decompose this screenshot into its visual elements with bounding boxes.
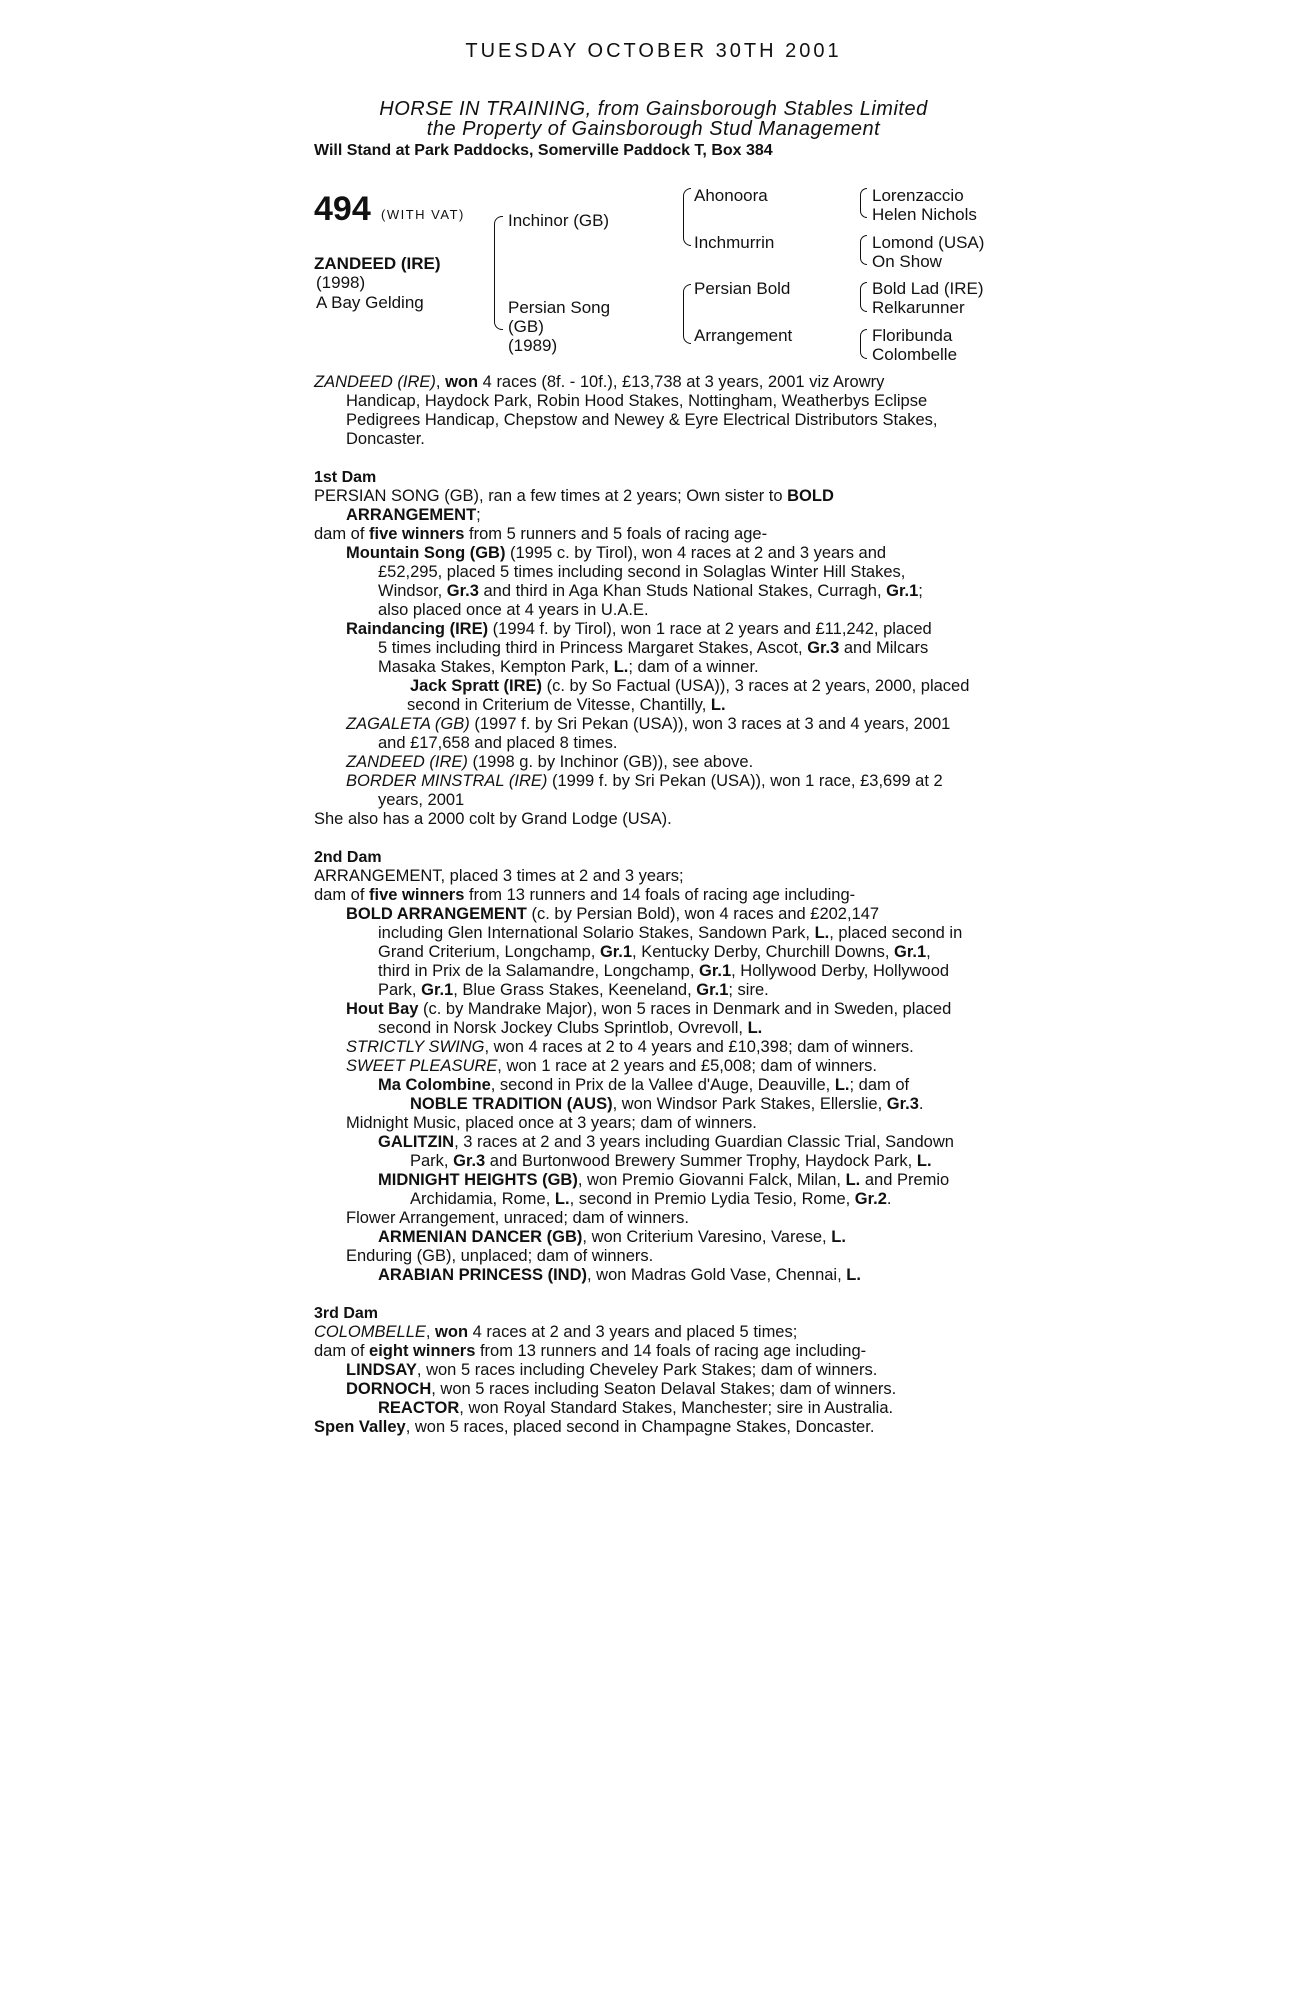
pedigree-brace [860, 329, 867, 359]
summary-won: won [445, 373, 479, 391]
lot-number: 494 [314, 190, 371, 228]
progeny-name: BOLD ARRANGEMENT [346, 905, 527, 923]
pedigree-brace [683, 188, 691, 246]
subtitle-line-2: the Property of Gainsborough Stud Management [426, 118, 881, 140]
pedigree-gs: Arrangement [694, 326, 793, 345]
pedigree-brace [860, 188, 867, 218]
summary-line: Handicap, Haydock Park, Robin Hood Stakes, Nottingham, Weatherbys Eclipse [346, 392, 928, 410]
pedigree-gs: Persian Bold [694, 279, 791, 298]
pedigree-brace [860, 282, 867, 312]
progeny-name: ARABIAN PRINCESS (IND) [378, 1266, 588, 1284]
progeny-name: Spen Valley [314, 1418, 406, 1436]
section-heading: 2nd Dam [314, 849, 382, 866]
progeny-name: DORNOCH [346, 1380, 432, 1398]
progeny-name: GALITZIN [378, 1133, 455, 1151]
progeny-name: REACTOR [378, 1399, 460, 1417]
will-stand-line: Will Stand at Park Paddocks, Somerville Paddock T, Box 384 [314, 142, 773, 159]
pedigree-ggs: Floribunda [872, 326, 953, 345]
pedigree-ggs: On Show [872, 252, 942, 271]
progeny-name: Raindancing (IRE) [346, 620, 489, 638]
pedigree-gs: Ahonoora [694, 186, 768, 205]
progeny-name: NOBLE TRADITION (AUS) [410, 1095, 613, 1113]
subtitle-line-1: HORSE IN TRAINING, from Gainsborough Stables Limited [379, 98, 928, 120]
summary-text: 4 races (8f. - 10f.), £13,738 at 3 years, 2001 viz Arowry [478, 373, 885, 391]
progeny-name: SWEET PLEASURE [346, 1057, 498, 1075]
pedigree-ggs: Relkarunner [872, 298, 965, 317]
pedigree-ggs: Lomond (USA) [872, 233, 985, 252]
section-heading: 3rd Dam [314, 1305, 379, 1322]
progeny-name: BORDER MINSTRAL (IRE) [346, 772, 548, 790]
progeny-name: LINDSAY [346, 1361, 417, 1379]
pedigree-dam-origin: (GB) [508, 317, 544, 336]
race-summary [314, 373, 994, 449]
first-dam-section: 1st Dam PERSIAN SONG (GB), ran a few times at 2 years; Own sister to BOLD ARRANGEMENT; dam of five winners from 5 runners and 5 foals of racing age- Mountain Song (GB) (1995 c. by Tirol), won 4 races at 2 and 3 years and £52,295, placed 5 times including second in Solaglas Winter Hill Stakes, Windsor, Gr.3 and third in Aga Khan Studs National Stakes, Curragh, Gr.1; also placed once at 4 years in U.A.E. Raindancing (IRE) (1994 f. by Tirol), won 1 race at 2 years and £11,242, placed 5 times including third in Princess Margaret Stakes, Ascot, Gr.3 and Milcars Masaka Stakes, Kempton Park, L.; dam of a winner. Jack Spratt (IRE) (c. by So Factual (USA)), 3 races at 2 years, 2000, placed second in Criterium de Vitesse, Chantilly, L. ZAGALETA (GB) (1997 f. by Sri Pekan (USA)), won 3 races at 3 and 4 years, 2001 and £17,658 and placed 8 times. ZANDEED (IRE) (1998 g. by Inchinor (GB)), see above. BORDER MINSTRAL (IRE) (1999 f. by Sri Pekan (USA)), won 1 race, £3,699 at 2 years, 2001 She also has a 2000 colt by Grand Lodge (USA). [314, 468, 994, 829]
pedigree-ggs: Helen Nichols [872, 205, 977, 224]
progeny-name: MIDNIGHT HEIGHTS (GB) [378, 1171, 578, 1189]
progeny-name: Jack Spratt (IRE) [410, 677, 543, 695]
horse-description: A Bay Gelding [316, 293, 424, 312]
pedigree-dam: Persian Song [508, 298, 611, 317]
summary-horse: ZANDEED (IRE) [314, 373, 436, 391]
pedigree-gs: Inchmurrin [694, 233, 775, 252]
pedigree-dam-year: (1989) [508, 336, 558, 355]
vat-note: (WITH VAT) [381, 207, 465, 222]
pedigree-brace [860, 235, 867, 265]
pedigree-ggs: Lorenzaccio [872, 186, 964, 205]
progeny-name: ZANDEED (IRE) [346, 753, 468, 771]
sale-date: TUESDAY OCTOBER 30TH 2001 [465, 40, 842, 62]
pedigree-brace [683, 284, 691, 344]
third-dam-section: 3rd Dam COLOMBELLE, won 4 races at 2 and 3 years and placed 5 times; dam of eight winners from 13 runners and 14 foals of racing age including- LINDSAY, won 5 races including Cheveley Park Stakes; dam of winners. DORNOCH, won 5 races including Seaton Delaval Stakes; dam of winners. REACTOR, won Royal Standard Stakes, Manchester; sire in Australia. Spen Valley, won 5 races, placed second in Champagne Stakes, Doncaster. [314, 1304, 994, 1437]
pedigree-ggs: Bold Lad (IRE) [872, 279, 984, 298]
progeny-name: STRICTLY SWING [346, 1038, 485, 1056]
horse-year: (1998) [316, 273, 366, 292]
progeny-name: Ma Colombine [378, 1076, 491, 1094]
summary-line: Doncaster. [346, 430, 425, 448]
section-heading: 1st Dam [314, 469, 377, 486]
pedigree-sire: Inchinor (GB) [508, 211, 610, 230]
progeny-name: Hout Bay [346, 1000, 419, 1018]
pedigree-ggs: Colombelle [872, 345, 958, 364]
progeny-name: ARMENIAN DANCER (GB) [378, 1228, 583, 1246]
summary-text: , [435, 373, 446, 391]
horse-name: ZANDEED (IRE) [314, 254, 441, 273]
pedigree-brace [494, 216, 503, 330]
second-dam-section: 2nd Dam ARRANGEMENT, placed 3 times at 2 and 3 years; dam of five winners from 13 runners and 14 foals of racing age including- BOLD ARRANGEMENT (c. by Persian Bold), won 4 races and £202,147 including Glen International Solario Stakes, Sandown Park, L., placed second in Grand Criterium, Longchamp, Gr.1, Kentucky Derby, Churchill Downs, Gr.1, third in Prix de la Salamandre, Longchamp, Gr.1, Hollywood Derby, Hollywood Park, Gr.1, Blue Grass Stakes, Keeneland, Gr.1; sire. Hout Bay (c. by Mandrake Major), won 5 races in Denmark and in Sweden, placed second in Norsk Jockey Clubs Sprintlob, Ovrevoll, L. STRICTLY SWING, won 4 races at 2 to 4 years and £10,398; dam of winners. SWEET PLEASURE, won 1 race at 2 years and £5,008; dam of winners. Ma Colombine, second in Prix de la Vallee d'Auge, Deauville, L.; dam of NOBLE TRADITION (AUS), won Windsor Park Stakes, Ellerslie, Gr.3. Midnight Music, placed once at 3 years; dam of winners. GALITZIN, 3 races at 2 and 3 years including Guardian Classic Trial, Sandown Park, Gr.3 and Burtonwood Brewery Summer Trophy, Haydock Park, L. MIDNIGHT HEIGHTS (GB), won Premio Giovanni Falck, Milan, L. and Premio Archidamia, Rome, L., second in Premio Lydia Tesio, Rome, Gr.2. Flower Arrangement, unraced; dam of winners. ARMENIAN DANCER (GB), won Criterium Varesino, Varese, L. Enduring (GB), unplaced; dam of winners. ARABIAN PRINCESS (IND), won Madras Gold Vase, Chennai, L. [314, 848, 994, 1285]
progeny-name: Mountain Song (GB) [346, 544, 506, 562]
progeny-name: ZAGALETA (GB) [346, 715, 470, 733]
summary-line: Pedigrees Handicap, Chepstow and Newey & Eyre Electrical Distributors Stakes, [346, 411, 938, 429]
